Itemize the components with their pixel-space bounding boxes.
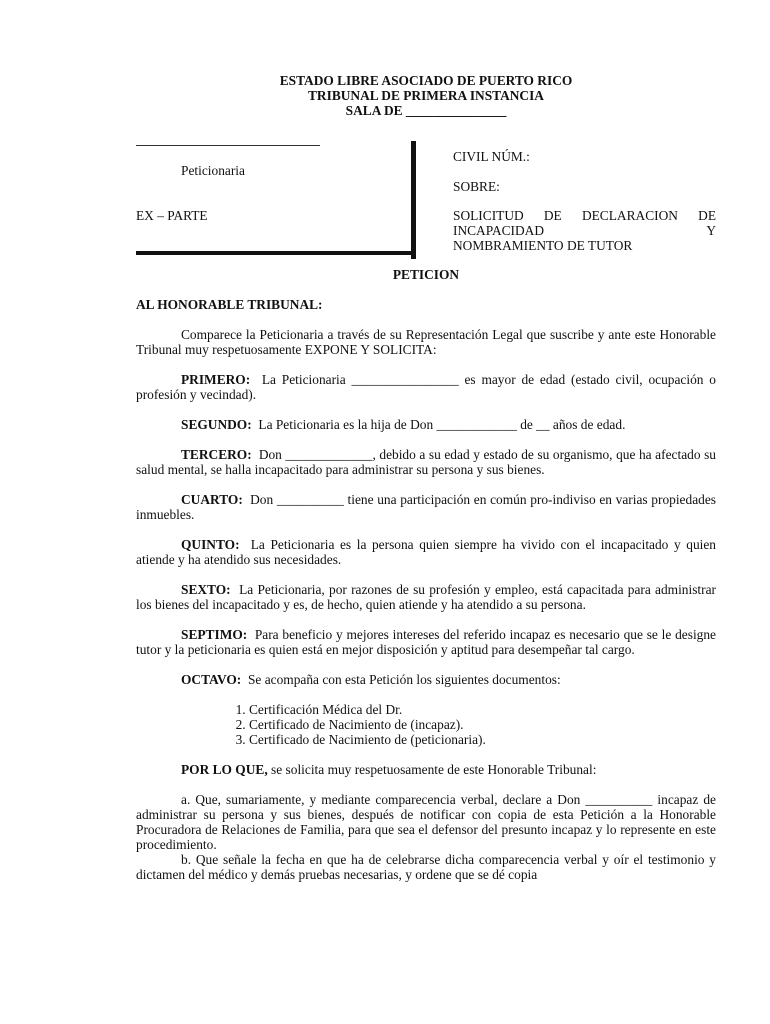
paragraph-primero	[136, 372, 716, 402]
intro-paragraph: Comparece la Peticionaria a través de su Representación Legal que suscribe y ante este Honorable Tribunal muy respetuosamente EXPONE Y SOLICITA:	[136, 327, 716, 357]
list-item: 3. Certificado de Nacimiento de (peticionaria).	[249, 732, 716, 747]
paragraph-text: Se acompaña con esta Petición los siguientes documentos:	[247, 672, 561, 687]
por-lo-que-paragraph	[136, 762, 716, 777]
paragraph-text: La Peticionaria ________________ es mayor de edad (estado civil, ocupación o profesión y vecindad).	[136, 372, 716, 402]
paragraph-label: PRIMERO:	[181, 372, 251, 387]
document-title: PETICION	[392, 267, 460, 282]
paragraph-quinto	[136, 537, 716, 567]
paragraph-text: La Peticionaria es la persona quien siempre ha vivido con el incapacitado y quien atiende y ha atendido sus necesidades.	[136, 537, 716, 567]
paragraph-cuarto	[136, 492, 716, 522]
documents-list	[136, 702, 716, 747]
paragraph-tercero	[136, 447, 716, 477]
document-body	[136, 297, 716, 882]
ex-parte-label: EX – PARTE	[136, 208, 208, 223]
paragraph-septimo	[136, 627, 716, 657]
paragraph-label: SEXTO:	[181, 582, 231, 597]
paragraph-segundo	[136, 417, 716, 432]
paragraph-text: Don __________ tiene una participación en común pro-indiviso en varias propiedades inmuebles.	[136, 492, 716, 522]
petitioner-name-line	[136, 145, 320, 146]
header-line-1: ESTADO LIBRE ASOCIADO DE PUERTO RICO	[279, 73, 573, 88]
paragraph-label: OCTAVO:	[181, 672, 242, 687]
paragraph-text: La Peticionaria, por razones de su profesión y empleo, está capacitada para administrar los bienes del incapacitado y es, de hecho, quien atiende y ha atendido a su persona.	[136, 582, 717, 612]
request-a: a. Que, sumariamente, y mediante comparecencia verbal, declare a Don __________ incapaz de administrar su persona y sus bienes, después de notificar con copia de esta Petición a la Honorable Procuradora de Relaciones de Familia, para que sea el defensor del presunto incapaz y lo represente en este procedimiento.	[136, 792, 716, 852]
paragraph-octavo	[136, 672, 716, 687]
civil-number-label: CIVIL NÚM.:	[453, 149, 530, 164]
case-subject-line-1: SOLICITUD DE DECLARACION DE INCAPACIDAD Y	[453, 208, 716, 238]
paragraph-label: SEGUNDO:	[181, 417, 252, 432]
paragraph-label: QUINTO:	[181, 537, 240, 552]
list-item: 1. Certificación Médica del Dr.	[249, 702, 716, 717]
request-b: b. Que señale la fecha en que ha de celebrarse dicha comparecencia verbal y oír el testimonio y dictamen del médico y demás pruebas necesarias, y ordene que se dé copia	[136, 852, 716, 882]
salutation: AL HONORABLE TRIBUNAL:	[136, 297, 323, 312]
case-subject-line-2: NOMBRAMIENTO DE TUTOR	[453, 238, 633, 253]
paragraph-label: CUARTO:	[181, 492, 243, 507]
paragraph-text: Para beneficio y mejores intereses del referido incapaz es necesario que se le designe tutor y la peticionaria es quien está en mejor disposición y aptitud para desempeñar tal cargo.	[136, 627, 716, 657]
sobre-label: SOBRE:	[453, 179, 500, 194]
paragraph-sexto	[136, 582, 716, 612]
paragraph-label: SEPTIMO:	[181, 627, 248, 642]
paragraph-text: se solicita muy respetuosamente de este Honorable Tribunal:	[271, 762, 597, 777]
header-line-3: SALA DE _______________	[345, 103, 507, 118]
case-subject	[453, 208, 716, 253]
caption-horizontal-divider	[136, 251, 414, 255]
petitioner-label: Peticionaria	[181, 163, 245, 178]
caption-vertical-divider	[411, 141, 416, 259]
paragraph-label: POR LO QUE,	[181, 762, 268, 777]
header-line-2: TRIBUNAL DE PRIMERA INSTANCIA	[308, 88, 544, 103]
paragraph-label: TERCERO:	[181, 447, 252, 462]
paragraph-text: Don _____________, debido a su edad y estado de su organismo, que ha afectado su salud mental, se halla incapacitado para administrar su persona y sus bienes.	[136, 447, 716, 477]
list-item: 2. Certificado de Nacimiento de (incapaz).	[249, 717, 716, 732]
paragraph-text: La Peticionaria es la hija de Don ____________ de __ años de edad.	[258, 417, 626, 432]
court-header	[136, 73, 716, 118]
